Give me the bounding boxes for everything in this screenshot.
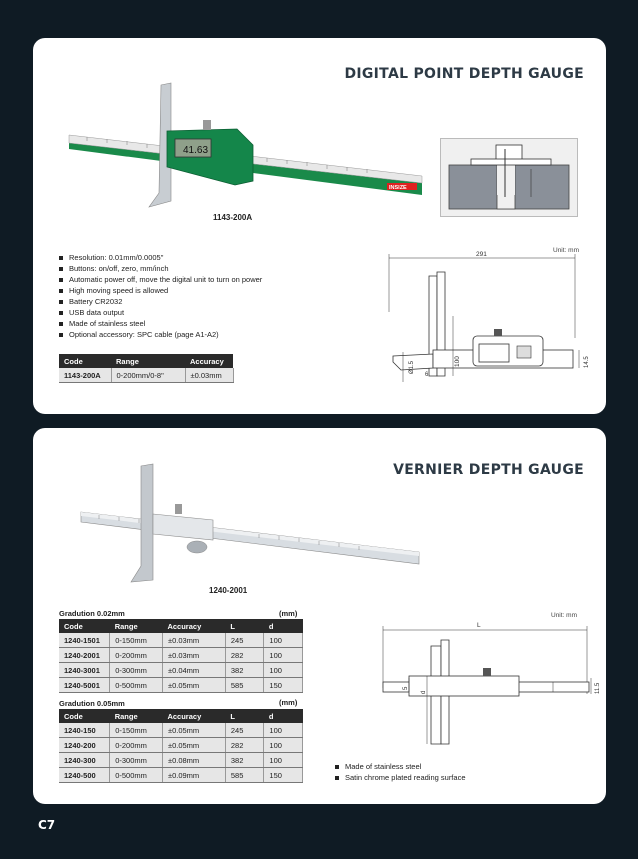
table-cell: 0-300mm	[110, 663, 163, 678]
table1-label: Gradution 0.02mm	[59, 609, 125, 618]
dim-phi: Ø1.5	[409, 360, 415, 374]
table-cell: 1240-500	[59, 768, 110, 783]
table-cell: 0-150mm	[110, 633, 163, 648]
table-cell: ±0.04mm	[162, 663, 225, 678]
col-header: Range	[110, 709, 163, 723]
section-title: VERNIER DEPTH GAUGE	[393, 462, 584, 478]
table-cell: 382	[225, 663, 264, 678]
col-header: Code	[59, 619, 110, 633]
table-cell: 585	[225, 768, 264, 783]
feature-list	[59, 252, 262, 340]
table-cell: 150	[264, 678, 303, 693]
table-cell: 1240-2001	[59, 648, 110, 663]
table-cell: 150	[264, 768, 303, 783]
col-header: Accuracy	[162, 619, 225, 633]
table-row	[59, 633, 303, 648]
vernier-table-005	[59, 709, 303, 783]
dim-14-5: 14.5	[584, 356, 590, 368]
table-cell: 0-150mm	[110, 723, 163, 738]
table-cell: 100	[264, 723, 303, 738]
dim-6: 6	[425, 372, 429, 378]
feature-item: USB data output	[59, 307, 262, 318]
col-header: d	[264, 619, 303, 633]
table-cell: 1240-1501	[59, 633, 110, 648]
feature-item: High moving speed is allowed	[59, 285, 262, 296]
table-cell: 100	[264, 738, 303, 753]
table-cell: 0-200mm/0-8"	[111, 368, 185, 383]
table-cell: 1240-200	[59, 738, 110, 753]
unit-note: Unit: mm	[551, 612, 577, 619]
digital-gauge-image	[67, 83, 427, 208]
dim-5: 5	[403, 686, 409, 690]
col-header: d	[264, 709, 303, 723]
table-cell: 1240-150	[59, 723, 110, 738]
table-cell: ±0.05mm	[162, 738, 225, 753]
col-header: Accuracy	[162, 709, 225, 723]
table-cell: 1240-5001	[59, 678, 110, 693]
table-cell: 100	[264, 753, 303, 768]
col-header: L	[225, 709, 264, 723]
table-row	[59, 753, 303, 768]
table-cell: ±0.05mm	[162, 723, 225, 738]
dim-L: L	[477, 622, 481, 629]
table-cell: 100	[264, 663, 303, 678]
section-title: DIGITAL POINT DEPTH GAUGE	[344, 66, 584, 82]
feature-item: Optional accessory: SPC cable (page A1-A2)	[59, 329, 262, 340]
table-cell: 282	[225, 738, 264, 753]
col-header: Accuracy	[185, 354, 233, 368]
feature-list	[335, 761, 466, 783]
table-row	[59, 678, 303, 693]
table-cell: 382	[225, 753, 264, 768]
dim-291: 291	[476, 251, 487, 258]
feature-item: Made of stainless steel	[335, 761, 466, 772]
col-header: Range	[110, 619, 163, 633]
vernier-technical-drawing	[365, 618, 601, 748]
table-cell: 0-500mm	[110, 768, 163, 783]
col-header: Range	[111, 354, 185, 368]
table-cell: ±0.03mm	[162, 648, 225, 663]
table-row	[59, 738, 303, 753]
brand-logo: INSIZE	[389, 185, 407, 191]
unit-note: Unit: mm	[553, 247, 579, 254]
table-row	[59, 768, 303, 783]
table-cell: 0-200mm	[110, 648, 163, 663]
col-header: Code	[59, 709, 110, 723]
vernier-gauge-image	[79, 462, 425, 582]
table-cell: 1240-3001	[59, 663, 110, 678]
display-reading: 41.63	[183, 145, 209, 156]
table-cell: 0-300mm	[110, 753, 163, 768]
image-caption: 1240-2001	[209, 586, 248, 595]
feature-item: Buttons: on/off, zero, mm/inch	[59, 263, 262, 274]
table1-unit: (mm)	[279, 609, 298, 618]
table-cell: ±0.05mm	[162, 678, 225, 693]
table-row	[59, 723, 303, 738]
table-cell: 1143-200A	[59, 368, 111, 383]
table-cell: ±0.08mm	[162, 753, 225, 768]
table-cell: 100	[264, 633, 303, 648]
application-illustration	[440, 138, 578, 217]
dim-d: d	[421, 690, 427, 694]
table-cell: ±0.03mm	[162, 633, 225, 648]
dim-11-5: 11.5	[595, 682, 601, 694]
table-cell: 585	[225, 678, 264, 693]
image-caption: 1143-200A	[213, 213, 253, 222]
table-cell: ±0.09mm	[162, 768, 225, 783]
feature-item: Automatic power off, move the digital unit to turn on power	[59, 274, 262, 285]
table-cell: 0-200mm	[110, 738, 163, 753]
table2-label: Gradution 0.05mm	[59, 699, 125, 708]
dim-100: 100	[454, 356, 461, 367]
feature-item: Resolution: 0.01mm/0.0005"	[59, 252, 262, 263]
table-cell: 245	[225, 633, 264, 648]
vernier-table-002	[59, 619, 303, 693]
table-row	[59, 663, 303, 678]
col-header: L	[225, 619, 264, 633]
digital-technical-drawing	[373, 252, 595, 382]
table-cell: 100	[264, 648, 303, 663]
table-cell: 245	[225, 723, 264, 738]
table-row	[59, 648, 303, 663]
page-number: C7	[38, 818, 56, 832]
digital-spec-table	[59, 354, 234, 383]
table-row	[59, 368, 233, 383]
table-cell: ±0.03mm	[185, 368, 233, 383]
table2-unit: (mm)	[279, 698, 298, 707]
table-cell: 0-500mm	[110, 678, 163, 693]
feature-item: Battery CR2032	[59, 296, 262, 307]
digital-gauge-panel	[33, 38, 606, 414]
feature-item: Satin chrome plated reading surface	[335, 772, 466, 783]
table-cell: 1240-300	[59, 753, 110, 768]
col-header: Code	[59, 354, 111, 368]
vernier-gauge-panel	[33, 428, 606, 804]
table-cell: 282	[225, 648, 264, 663]
feature-item: Made of stainless steel	[59, 318, 262, 329]
